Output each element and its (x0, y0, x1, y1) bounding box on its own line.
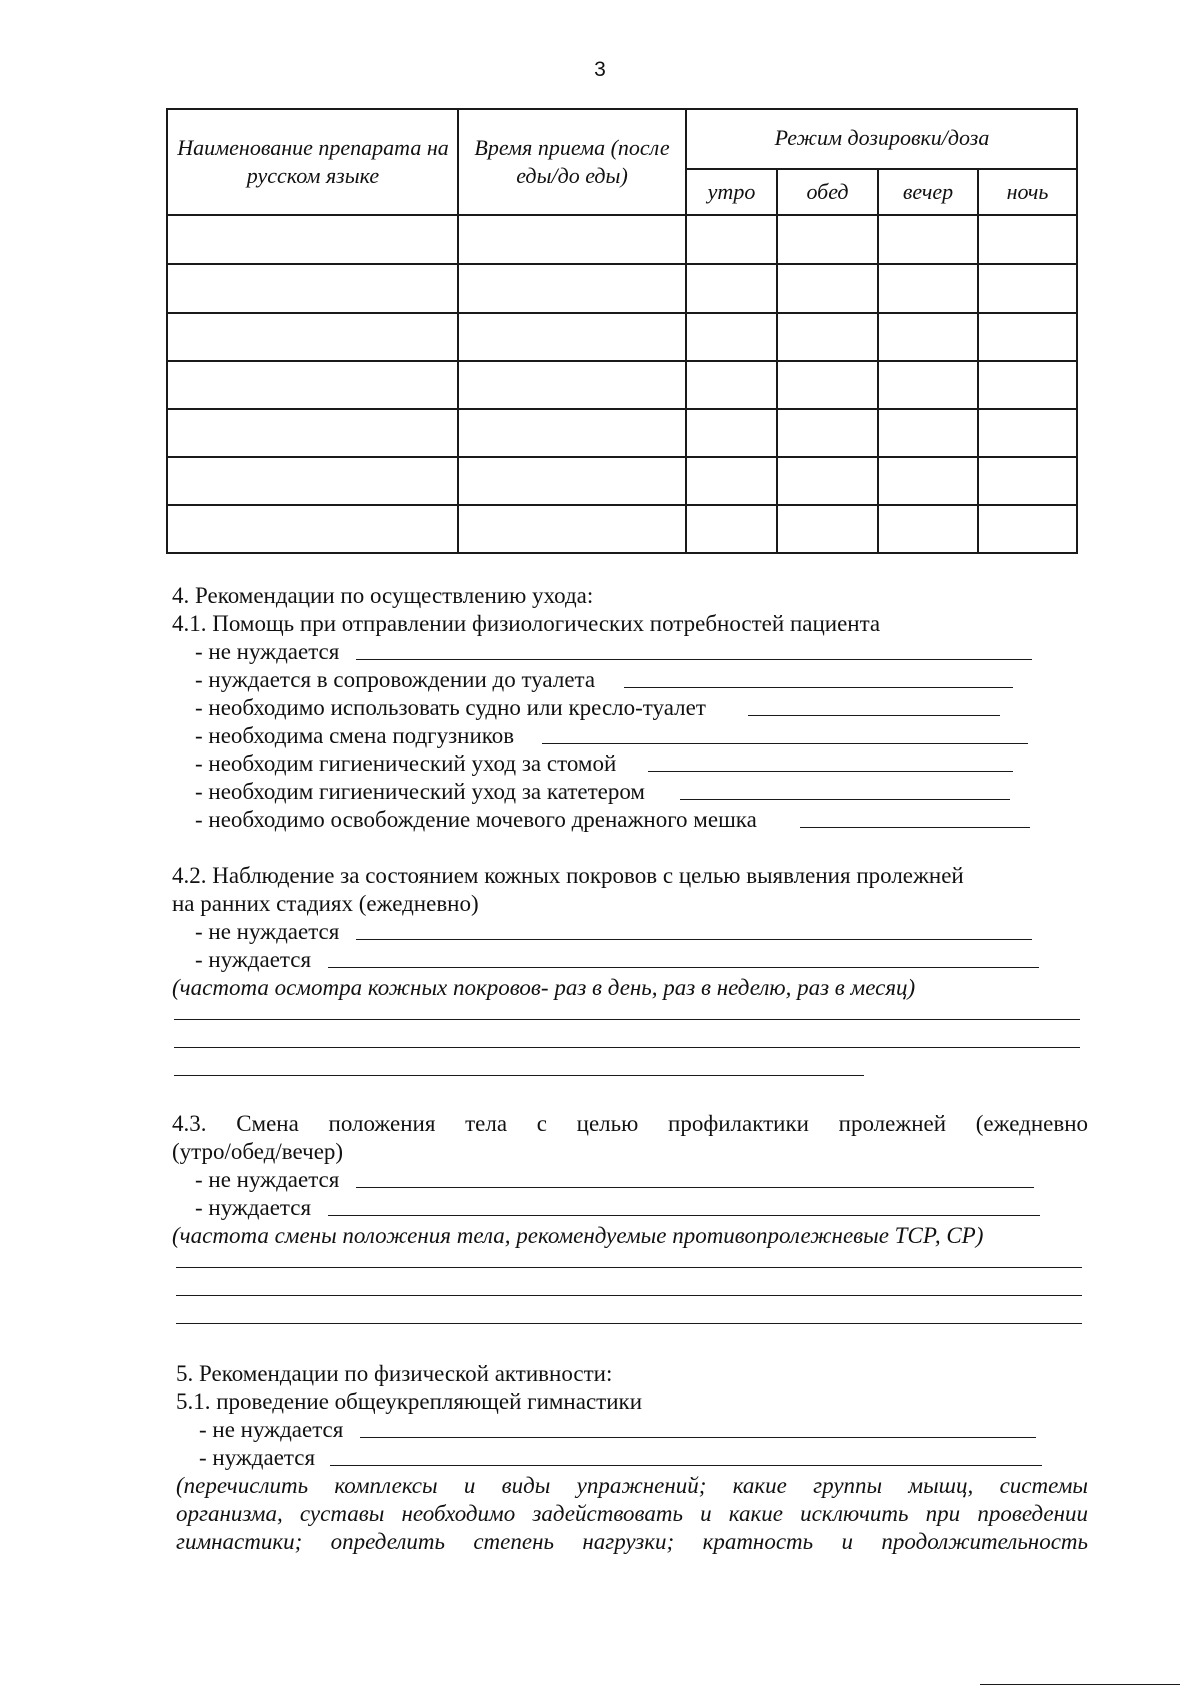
s43-item-0-label: - не нуждается (195, 1167, 340, 1192)
s51-note-line3: гимнастики; определить степень нагрузки; кратность и продолжительность (176, 1529, 1088, 1554)
s41-item-6-label: - необходимо освобождение мочевого дренажного мешка (195, 807, 757, 832)
s42-notes-line-3[interactable] (174, 1075, 864, 1076)
section-4-2-title-line2: на ранних стадиях (ежедневно) (172, 891, 479, 916)
s41-item-5-label: - необходим гигиенический уход за катетером (195, 779, 645, 804)
section-4-1-title: 4.1. Помощь при отправлении физиологических потребностей пациента (172, 611, 881, 636)
section-4-3-title-line2: (утро/обед/вечер) (172, 1139, 344, 1164)
s43-notes-line-1[interactable] (176, 1267, 1082, 1268)
header-lunch: обед (806, 179, 849, 204)
s42-item-0-field[interactable] (356, 939, 1032, 940)
section-5-1-title: 5.1. проведение общеукрепляющей гимнастики (176, 1389, 642, 1414)
s42-notes-line-1[interactable] (174, 1019, 1080, 1020)
s41-item-6-field[interactable] (800, 827, 1030, 828)
section-5-title: 5. Рекомендации по физической активности: (176, 1361, 613, 1386)
table-row[interactable] (166, 505, 1078, 552)
s51-item-0-label: - не нуждается (199, 1417, 344, 1442)
s41-item-1-label: - нуждается в сопровождении до туалета (195, 667, 596, 692)
s43-item-1-field[interactable] (328, 1215, 1040, 1216)
header-evening: вечер (902, 179, 954, 204)
s41-item-0-field[interactable] (356, 659, 1032, 660)
s41-item-3-field[interactable] (542, 743, 1028, 744)
s41-item-2-label: - необходимо использовать судно или кресло-туалет (195, 695, 706, 720)
s43-item-0-field[interactable] (356, 1187, 1034, 1188)
s42-notes-line-2[interactable] (174, 1047, 1080, 1048)
s43-notes-line-3[interactable] (176, 1323, 1082, 1324)
s41-item-5-field[interactable] (680, 799, 1010, 800)
page-number: 3 (594, 58, 606, 81)
s51-item-1-field[interactable] (330, 1465, 1042, 1466)
s41-item-4-field[interactable] (648, 771, 1013, 772)
header-intake-time: Время приема (после еды/до еды) (474, 135, 670, 188)
s51-note-line1: (перечислить комплексы и виды упражнений; какие группы мышц, системы (176, 1473, 1088, 1498)
table-row[interactable] (166, 264, 1078, 312)
s51-item-0-field[interactable] (360, 1437, 1036, 1438)
header-night: ночь (1006, 179, 1049, 204)
table-row[interactable] (166, 215, 1078, 263)
table-row[interactable] (166, 361, 1078, 408)
s43-item-1-label: - нуждается (195, 1195, 312, 1220)
table-row[interactable] (166, 313, 1078, 360)
s41-item-3-label: - необходима смена подгузников (195, 723, 515, 748)
scan-edge-line (980, 1684, 1180, 1685)
header-drug-name: Наименование препарата на русском языке (177, 135, 449, 188)
s43-notes-line-2[interactable] (176, 1295, 1082, 1296)
table-row[interactable] (166, 409, 1078, 456)
medication-table (166, 108, 1078, 554)
s42-item-1-label: - нуждается (195, 947, 312, 972)
table-row[interactable] (166, 457, 1078, 504)
s42-note: (частота осмотра кожных покровов- раз в день, раз в неделю, раз в месяц) (172, 975, 916, 1000)
s42-item-0-label: - не нуждается (195, 919, 340, 944)
s41-item-1-field[interactable] (624, 687, 1013, 688)
s41-item-4-label: - необходим гигиенический уход за стомой (195, 751, 617, 776)
section-4-title: 4. Рекомендации по осуществлению ухода: (172, 583, 594, 608)
header-dosage-regime: Режим дозировки/доза (774, 125, 990, 150)
section-4-3-title-line1: 4.3. Смена положения тела с целью профилактики пролежней (ежедневно (172, 1111, 1088, 1136)
s41-item-0-label: - не нуждается (195, 639, 340, 664)
s41-item-2-field[interactable] (748, 715, 1000, 716)
section-4-2-title-line1: 4.2. Наблюдение за состоянием кожных покровов с целью выявления пролежней (172, 863, 964, 888)
s51-note-line2: организма, суставы необходимо задействовать и какие исключить при проведении (176, 1501, 1088, 1526)
header-morning: утро (707, 179, 756, 204)
s43-note: (частота смены положения тела, рекомендуемые противопролежневые ТСР, СР) (172, 1223, 984, 1248)
s51-item-1-label: - нуждается (199, 1445, 316, 1470)
s42-item-1-field[interactable] (328, 967, 1039, 968)
